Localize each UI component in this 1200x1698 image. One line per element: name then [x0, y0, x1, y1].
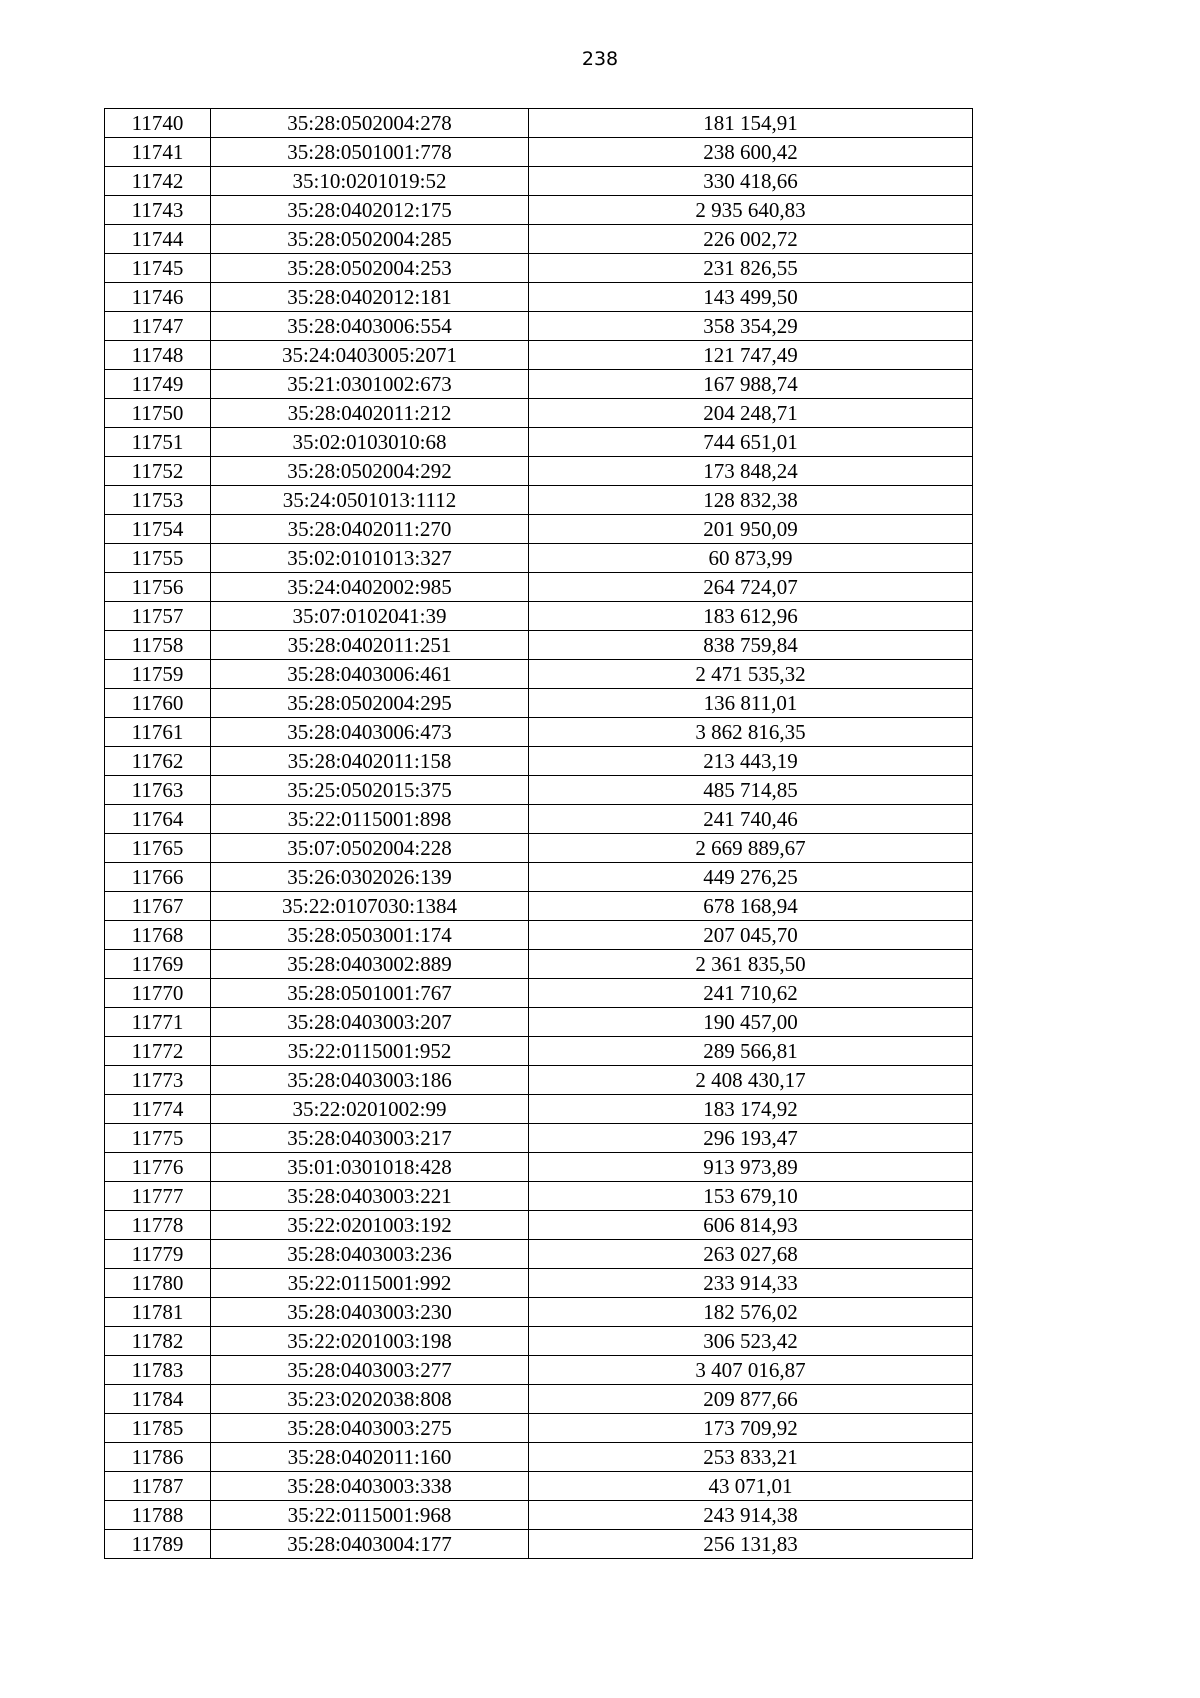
- cadastral-value-cell: 289 566,81: [529, 1037, 973, 1066]
- cadastral-value-cell: 3 407 016,87: [529, 1356, 973, 1385]
- table-row: [105, 1124, 973, 1153]
- table-row: [105, 254, 973, 283]
- table-row: [105, 921, 973, 950]
- table-row: [105, 1385, 973, 1414]
- cadastral-number-cell: 35:28:0403003:230: [211, 1298, 529, 1327]
- row-number-cell: 11746: [105, 283, 211, 312]
- cadastral-number-cell: 35:25:0502015:375: [211, 776, 529, 805]
- cadastral-value-cell: 43 071,01: [529, 1472, 973, 1501]
- table-row: [105, 776, 973, 805]
- table-row: [105, 660, 973, 689]
- cadastral-value-cell: 253 833,21: [529, 1443, 973, 1472]
- cadastral-number-cell: 35:24:0501013:1112: [211, 486, 529, 515]
- cadastral-number-cell: 35:28:0402011:212: [211, 399, 529, 428]
- table-row: [105, 138, 973, 167]
- table-row: [105, 283, 973, 312]
- cadastral-number-cell: 35:28:0501001:778: [211, 138, 529, 167]
- cadastral-number-cell: 35:28:0402012:175: [211, 196, 529, 225]
- cadastral-value-cell: 121 747,49: [529, 341, 973, 370]
- cadastral-value-cell: 204 248,71: [529, 399, 973, 428]
- row-number-cell: 11770: [105, 979, 211, 1008]
- cadastral-number-cell: 35:22:0115001:898: [211, 805, 529, 834]
- row-number-cell: 11750: [105, 399, 211, 428]
- cadastral-number-cell: 35:22:0201003:192: [211, 1211, 529, 1240]
- row-number-cell: 11756: [105, 573, 211, 602]
- cadastral-number-cell: 35:28:0403006:473: [211, 718, 529, 747]
- cadastral-number-cell: 35:28:0502004:295: [211, 689, 529, 718]
- table-row: [105, 1501, 973, 1530]
- row-number-cell: 11758: [105, 631, 211, 660]
- row-number-cell: 11755: [105, 544, 211, 573]
- table-row: [105, 1472, 973, 1501]
- table-row: [105, 689, 973, 718]
- cadastral-value-cell: 190 457,00: [529, 1008, 973, 1037]
- row-number-cell: 11780: [105, 1269, 211, 1298]
- row-number-cell: 11763: [105, 776, 211, 805]
- cadastral-value-cell: 207 045,70: [529, 921, 973, 950]
- cadastral-number-cell: 35:28:0502004:278: [211, 109, 529, 138]
- cadastral-number-cell: 35:24:0403005:2071: [211, 341, 529, 370]
- row-number-cell: 11773: [105, 1066, 211, 1095]
- cadastral-value-cell: 2 935 640,83: [529, 196, 973, 225]
- row-number-cell: 11757: [105, 602, 211, 631]
- table-row: [105, 1443, 973, 1472]
- cadastral-number-cell: 35:28:0403006:461: [211, 660, 529, 689]
- cadastral-number-cell: 35:26:0302026:139: [211, 863, 529, 892]
- row-number-cell: 11754: [105, 515, 211, 544]
- row-number-cell: 11777: [105, 1182, 211, 1211]
- cadastral-value-cell: 233 914,33: [529, 1269, 973, 1298]
- row-number-cell: 11761: [105, 718, 211, 747]
- cadastral-value-cell: 209 877,66: [529, 1385, 973, 1414]
- table-row: [105, 370, 973, 399]
- cadastral-number-cell: 35:22:0201002:99: [211, 1095, 529, 1124]
- row-number-cell: 11747: [105, 312, 211, 341]
- cadastral-value-cell: 296 193,47: [529, 1124, 973, 1153]
- row-number-cell: 11762: [105, 747, 211, 776]
- cadastral-number-cell: 35:28:0402011:158: [211, 747, 529, 776]
- cadastral-value-cell: 143 499,50: [529, 283, 973, 312]
- cadastral-number-cell: 35:28:0503001:174: [211, 921, 529, 950]
- cadastral-value-cell: 153 679,10: [529, 1182, 973, 1211]
- table-row: [105, 1530, 973, 1559]
- cadastral-number-cell: 35:22:0107030:1384: [211, 892, 529, 921]
- cadastral-value-cell: 2 361 835,50: [529, 950, 973, 979]
- row-number-cell: 11786: [105, 1443, 211, 1472]
- row-number-cell: 11744: [105, 225, 211, 254]
- cadastral-number-cell: 35:28:0403003:217: [211, 1124, 529, 1153]
- row-number-cell: 11752: [105, 457, 211, 486]
- cadastral-value-cell: 226 002,72: [529, 225, 973, 254]
- cadastral-number-cell: 35:28:0402011:270: [211, 515, 529, 544]
- cadastral-number-cell: 35:28:0402012:181: [211, 283, 529, 312]
- table-row: [105, 1414, 973, 1443]
- table-row: [105, 950, 973, 979]
- row-number-cell: 11745: [105, 254, 211, 283]
- table-row: [105, 1066, 973, 1095]
- cadastral-value-cell: 182 576,02: [529, 1298, 973, 1327]
- cadastral-number-cell: 35:28:0403003:186: [211, 1066, 529, 1095]
- cadastral-value-cell: 485 714,85: [529, 776, 973, 805]
- row-number-cell: 11760: [105, 689, 211, 718]
- cadastral-value-cell: 744 651,01: [529, 428, 973, 457]
- table-row: [105, 1037, 973, 1066]
- row-number-cell: 11753: [105, 486, 211, 515]
- table-row: [105, 457, 973, 486]
- cadastral-value-cell: 2 669 889,67: [529, 834, 973, 863]
- row-number-cell: 11759: [105, 660, 211, 689]
- cadastral-value-cell: 183 612,96: [529, 602, 973, 631]
- cadastral-number-cell: 35:07:0102041:39: [211, 602, 529, 631]
- cadastral-number-cell: 35:28:0403003:236: [211, 1240, 529, 1269]
- table-row: [105, 109, 973, 138]
- cadastral-number-cell: 35:01:0301018:428: [211, 1153, 529, 1182]
- row-number-cell: 11783: [105, 1356, 211, 1385]
- cadastral-value-cell: 173 848,24: [529, 457, 973, 486]
- cadastral-value-cell: 60 873,99: [529, 544, 973, 573]
- cadastral-number-cell: 35:28:0501001:767: [211, 979, 529, 1008]
- table-row: [105, 1327, 973, 1356]
- table-row: [105, 1211, 973, 1240]
- cadastral-value-cell: 183 174,92: [529, 1095, 973, 1124]
- cadastral-value-cell: 838 759,84: [529, 631, 973, 660]
- row-number-cell: 11774: [105, 1095, 211, 1124]
- table-row: [105, 428, 973, 457]
- cadastral-number-cell: 35:28:0403003:221: [211, 1182, 529, 1211]
- cadastral-number-cell: 35:28:0502004:285: [211, 225, 529, 254]
- cadastral-number-cell: 35:28:0403003:275: [211, 1414, 529, 1443]
- cadastral-value-cell: 913 973,89: [529, 1153, 973, 1182]
- table-row: [105, 341, 973, 370]
- cadastral-number-cell: 35:28:0403002:889: [211, 950, 529, 979]
- cadastral-number-cell: 35:28:0403004:177: [211, 1530, 529, 1559]
- table-row: [105, 399, 973, 428]
- cadastral-number-cell: 35:28:0402011:251: [211, 631, 529, 660]
- table-row: [105, 167, 973, 196]
- table-row: [105, 979, 973, 1008]
- table-row: [105, 834, 973, 863]
- row-number-cell: 11772: [105, 1037, 211, 1066]
- cadastral-number-cell: 35:22:0201003:198: [211, 1327, 529, 1356]
- row-number-cell: 11784: [105, 1385, 211, 1414]
- cadastral-number-cell: 35:28:0402011:160: [211, 1443, 529, 1472]
- cadastral-number-cell: 35:28:0403006:554: [211, 312, 529, 341]
- row-number-cell: 11771: [105, 1008, 211, 1037]
- row-number-cell: 11779: [105, 1240, 211, 1269]
- cadastral-value-cell: 173 709,92: [529, 1414, 973, 1443]
- cadastral-value-cell: 678 168,94: [529, 892, 973, 921]
- cadastral-value-cell: 306 523,42: [529, 1327, 973, 1356]
- cadastral-value-cell: 358 354,29: [529, 312, 973, 341]
- row-number-cell: 11778: [105, 1211, 211, 1240]
- cadastral-value-cell: 241 710,62: [529, 979, 973, 1008]
- cadastral-value-cell: 128 832,38: [529, 486, 973, 515]
- row-number-cell: 11765: [105, 834, 211, 863]
- table-row: [105, 312, 973, 341]
- cadastral-number-cell: 35:02:0103010:68: [211, 428, 529, 457]
- cadastral-value-cell: 167 988,74: [529, 370, 973, 399]
- row-number-cell: 11764: [105, 805, 211, 834]
- cadastral-number-cell: 35:10:0201019:52: [211, 167, 529, 196]
- cadastral-number-cell: 35:28:0502004:292: [211, 457, 529, 486]
- row-number-cell: 11766: [105, 863, 211, 892]
- cadastral-value-cell: 264 724,07: [529, 573, 973, 602]
- cadastral-value-cell: 449 276,25: [529, 863, 973, 892]
- cadastral-value-cell: 263 027,68: [529, 1240, 973, 1269]
- cadastral-number-cell: 35:07:0502004:228: [211, 834, 529, 863]
- table-row: [105, 515, 973, 544]
- cadastral-number-cell: 35:24:0402002:985: [211, 573, 529, 602]
- table-row: [105, 602, 973, 631]
- cadastral-number-cell: 35:02:0101013:327: [211, 544, 529, 573]
- row-number-cell: 11742: [105, 167, 211, 196]
- table-row: [105, 1356, 973, 1385]
- row-number-cell: 11787: [105, 1472, 211, 1501]
- cadastral-number-cell: 35:22:0115001:992: [211, 1269, 529, 1298]
- row-number-cell: 11767: [105, 892, 211, 921]
- cadastral-value-cell: 330 418,66: [529, 167, 973, 196]
- cadastral-number-cell: 35:28:0403003:207: [211, 1008, 529, 1037]
- row-number-cell: 11776: [105, 1153, 211, 1182]
- row-number-cell: 11748: [105, 341, 211, 370]
- cadastral-value-cell: 606 814,93: [529, 1211, 973, 1240]
- cadastral-value-cell: 238 600,42: [529, 138, 973, 167]
- table-row: [105, 863, 973, 892]
- table-row: [105, 1153, 973, 1182]
- table-row: [105, 1298, 973, 1327]
- table-row: [105, 544, 973, 573]
- cadastral-number-cell: 35:28:0403003:338: [211, 1472, 529, 1501]
- cadastral-number-cell: 35:23:0202038:808: [211, 1385, 529, 1414]
- cadastral-value-cell: 256 131,83: [529, 1530, 973, 1559]
- row-number-cell: 11782: [105, 1327, 211, 1356]
- table-body: [105, 109, 973, 1559]
- cadastral-value-cell: 241 740,46: [529, 805, 973, 834]
- row-number-cell: 11781: [105, 1298, 211, 1327]
- cadastral-number-cell: 35:28:0403003:277: [211, 1356, 529, 1385]
- row-number-cell: 11740: [105, 109, 211, 138]
- row-number-cell: 11785: [105, 1414, 211, 1443]
- table-row: [105, 1269, 973, 1298]
- cadastral-value-cell: 136 811,01: [529, 689, 973, 718]
- cadastral-value-cell: 213 443,19: [529, 747, 973, 776]
- row-number-cell: 11788: [105, 1501, 211, 1530]
- cadastral-value-cell: 2 471 535,32: [529, 660, 973, 689]
- row-number-cell: 11789: [105, 1530, 211, 1559]
- table-row: [105, 892, 973, 921]
- table-row: [105, 718, 973, 747]
- table-row: [105, 196, 973, 225]
- cadastral-value-cell: 2 408 430,17: [529, 1066, 973, 1095]
- cadastral-value-cell: 3 862 816,35: [529, 718, 973, 747]
- table-row: [105, 631, 973, 660]
- table-row: [105, 486, 973, 515]
- row-number-cell: 11743: [105, 196, 211, 225]
- cadastral-value-cell: 243 914,38: [529, 1501, 973, 1530]
- row-number-cell: 11741: [105, 138, 211, 167]
- row-number-cell: 11751: [105, 428, 211, 457]
- table-row: [105, 1182, 973, 1211]
- table-row: [105, 1008, 973, 1037]
- cadastral-number-cell: 35:22:0115001:968: [211, 1501, 529, 1530]
- table-row: [105, 747, 973, 776]
- cadastral-number-cell: 35:22:0115001:952: [211, 1037, 529, 1066]
- table-row: [105, 225, 973, 254]
- cadastral-value-table: [104, 108, 973, 1559]
- cadastral-value-cell: 201 950,09: [529, 515, 973, 544]
- table-row: [105, 1095, 973, 1124]
- page-number: 238: [581, 48, 619, 70]
- row-number-cell: 11768: [105, 921, 211, 950]
- table-row: [105, 573, 973, 602]
- cadastral-number-cell: 35:28:0502004:253: [211, 254, 529, 283]
- cadastral-value-cell: 231 826,55: [529, 254, 973, 283]
- row-number-cell: 11749: [105, 370, 211, 399]
- cadastral-number-cell: 35:21:0301002:673: [211, 370, 529, 399]
- row-number-cell: 11769: [105, 950, 211, 979]
- cadastral-value-cell: 181 154,91: [529, 109, 973, 138]
- table-row: [105, 805, 973, 834]
- row-number-cell: 11775: [105, 1124, 211, 1153]
- table-row: [105, 1240, 973, 1269]
